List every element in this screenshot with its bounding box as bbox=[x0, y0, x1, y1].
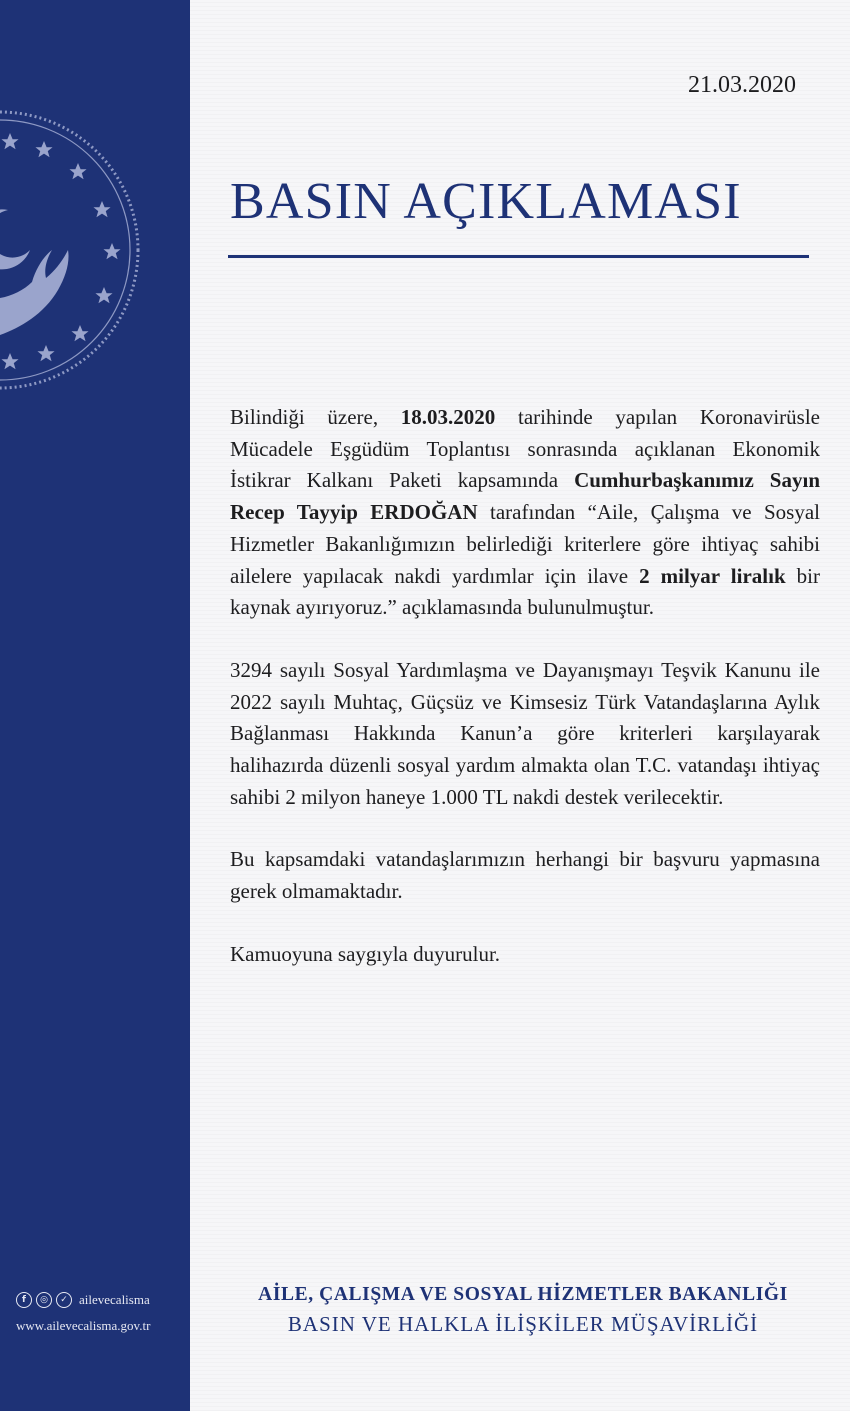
p1-after-date-text: tarihinde yapılan Koronavirüsle Mücadele Eşgüdüm Toplantısı sonrasında açıklanan Ekonomik İstikrar Kalkanı Paketi kapsamında bbox=[230, 405, 820, 493]
paragraph-4: Kamuoyuna saygıyla duyurulur. bbox=[230, 941, 501, 966]
p1-lead-text: Bilindiği üzere, bbox=[230, 405, 401, 429]
department-name: BASIN VE HALKLA İLİŞKİLER MÜŞAVİRLİĞİ bbox=[287, 1312, 759, 1336]
ministry-emblem-icon bbox=[0, 100, 150, 400]
p1-tail-text: bir kaynak ayırıyoruz.” açıklamasında bulunulmuştur. bbox=[230, 563, 820, 620]
p1-quote-text: tarafından “Aile, Çalışma ve Sosyal Hizmetler Bakanlığımızın belirlediği kriterlere göre ihtiyaç sahibi ailelere yapılacak nakdi yardımlar için ilave bbox=[230, 500, 821, 588]
page-title: BASIN AÇIKLAMASI bbox=[230, 173, 742, 230]
p1-bold-date: 18.03.2020 bbox=[400, 405, 496, 429]
instagram-icon[interactable]: ◎ bbox=[36, 1292, 52, 1308]
p1-bold-name: Cumhurbaşkanımız Sayın Recep Tayyip ERDOĞAN bbox=[230, 468, 820, 525]
paragraph-3: Bu kapsamdaki vatandaşlarımızın herhangi bir başvuru yapmasına gerek olmamaktadır. bbox=[230, 847, 820, 904]
social-handle[interactable]: ailevecalisma bbox=[79, 1292, 150, 1307]
ministry-name: AİLE, ÇALIŞMA VE SOSYAL HİZMETLER BAKANLIĞI bbox=[258, 1284, 788, 1305]
paragraph-1 bbox=[230, 402, 820, 624]
facebook-icon[interactable]: f bbox=[16, 1292, 32, 1308]
press-release-date: 21.03.2020 bbox=[688, 72, 796, 98]
title-underline bbox=[228, 255, 809, 258]
press-release-body bbox=[230, 402, 820, 971]
p1-bold-amount: 2 milyar liralık bbox=[639, 563, 786, 588]
twitter-icon[interactable]: ✓ bbox=[56, 1292, 72, 1308]
sidebar-band bbox=[0, 0, 190, 1411]
website-url[interactable]: www.ailevecalisma.gov.tr bbox=[16, 1318, 151, 1333]
paragraph-2: 3294 sayılı Sosyal Yardımlaşma ve Dayanışmayı Teşvik Kanunu ile 2022 sayılı Muhtaç, Güçsüz ve Kimsesiz Türk Vatandaşlarına Aylık Bağlanması Hakkında Kanun’a göre kriterleri karşılayarak halihazırda düzenli sosyal yardım almakta olan T.C. vatandaşı ihtiyaç sahibi 2 milyon haneye 1.000 TL nakdi destek verilecektir. bbox=[230, 657, 820, 809]
social-links bbox=[16, 1292, 150, 1308]
